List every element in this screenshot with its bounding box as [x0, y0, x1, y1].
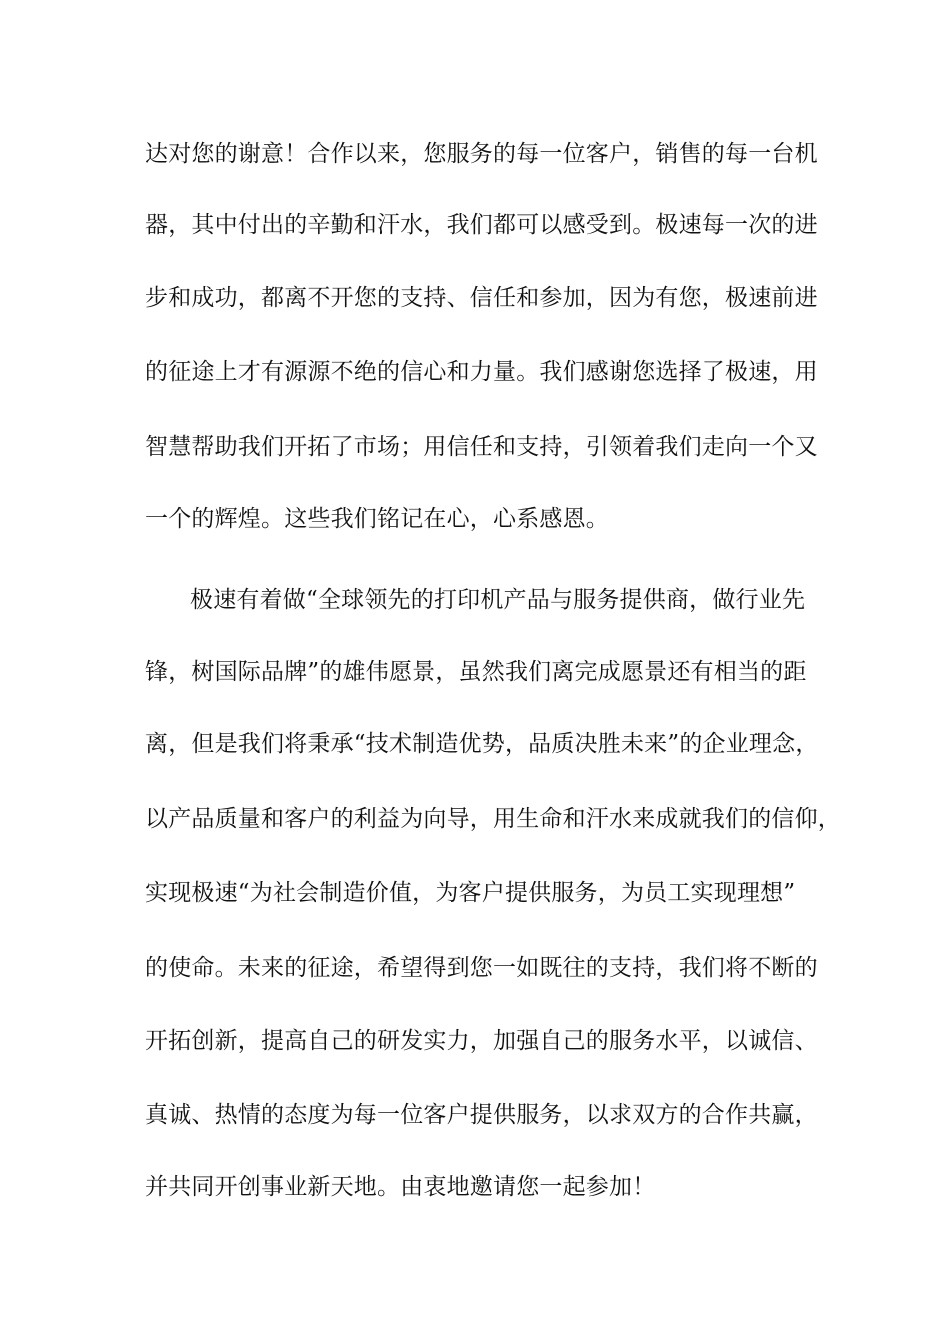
- text-line-15: 并共同开创事业新天地。由衷地邀请您一起参加！: [145, 1174, 656, 1200]
- text-line-7: 极速有着做“全球领先的打印机产品与服务提供商，做行业先: [190, 587, 806, 613]
- text-line-10: 以产品质量和客户的利益为向导，用生命和汗水来成就我们的信仰，: [145, 806, 841, 832]
- text-line-9: 离，但是我们将秉承“技术制造优势，品质决胜未来”的企业理念，: [145, 731, 819, 757]
- text-line-1: 达对您的谢意！合作以来，您服务的每一位客户，销售的每一台机: [145, 141, 818, 167]
- text-line-4: 的征途上才有源源不绝的信心和力量。我们感谢您选择了极速，用: [145, 359, 818, 385]
- text-line-12: 的使命。未来的征途，希望得到您一如既往的支持，我们将不断的: [145, 955, 818, 981]
- text-line-13: 开拓创新，提高自己的研发实力，加强自己的服务水平，以诚信、: [145, 1028, 818, 1054]
- text-line-11: 实现极速“为社会制造价值，为客户提供服务，为员工实现理想”: [145, 880, 796, 906]
- text-line-3: 步和成功，都离不开您的支持、信任和参加，因为有您，极速前进: [145, 285, 818, 311]
- text-line-5: 智慧帮助我们开拓了市场；用信任和支持，引领着我们走向一个又: [145, 434, 818, 460]
- text-line-14: 真诚、热情的态度为每一位客户提供服务，以求双方的合作共赢，: [145, 1102, 818, 1128]
- text-line-6: 一个的辉煌。这些我们铭记在心，心系感恩。: [145, 506, 609, 532]
- text-line-2: 器，其中付出的辛勤和汗水，我们都可以感受到。极速每一次的进: [145, 212, 818, 238]
- text-line-8: 锋，树国际品牌”的雄伟愿景，虽然我们离完成愿景还有相当的距: [145, 659, 807, 685]
